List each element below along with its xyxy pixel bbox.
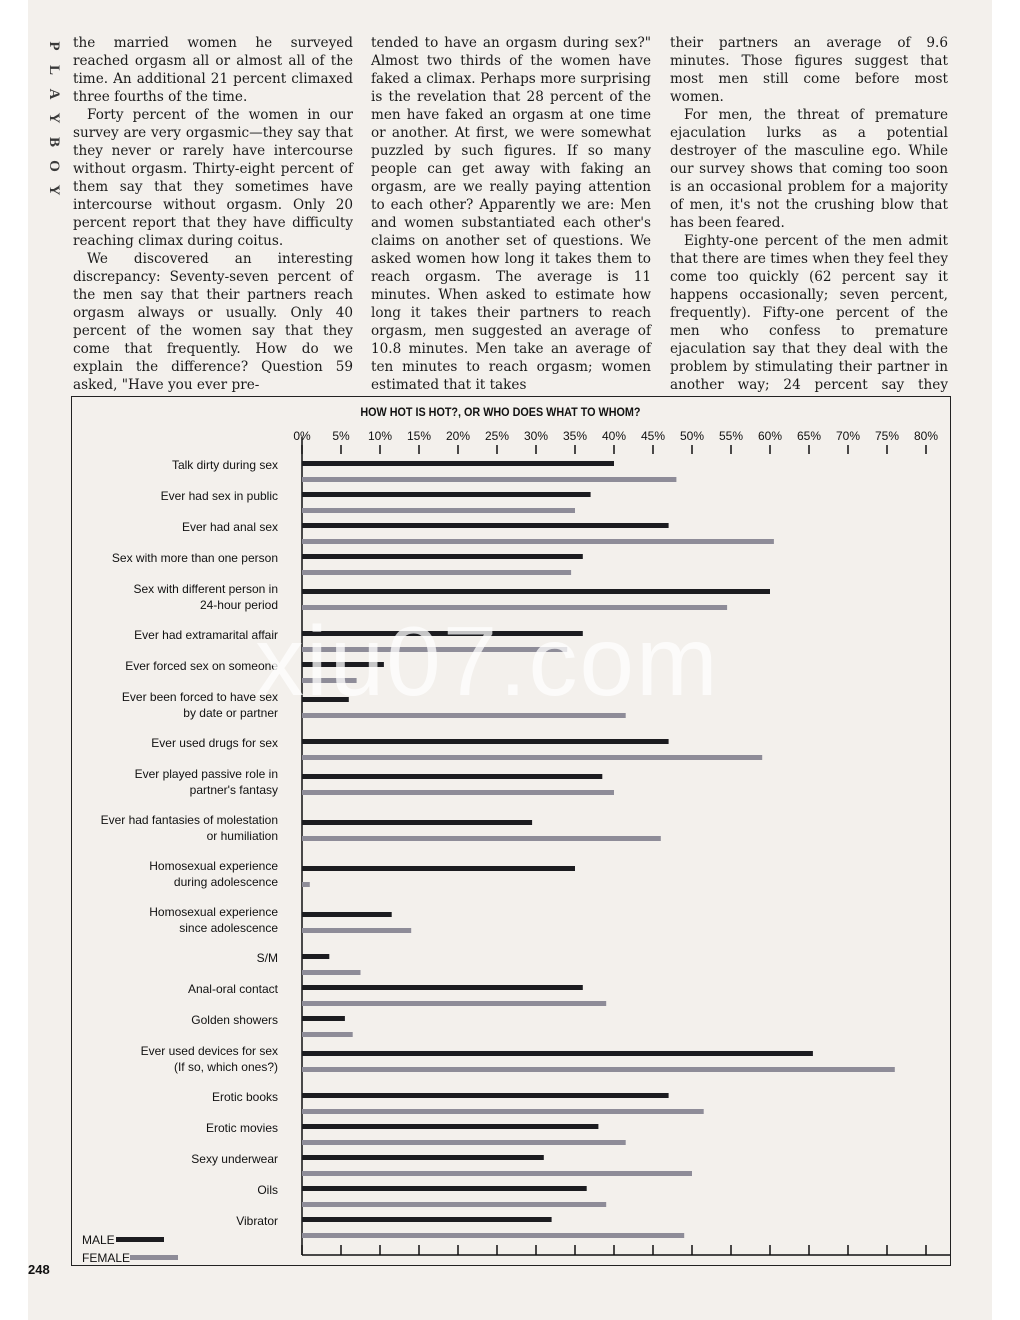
category-label: Ever had sex in public	[160, 489, 278, 503]
x-tick-label: 45%	[640, 429, 666, 443]
category-label: Ever had fantasies of molestation	[100, 813, 278, 827]
legend-female-label: FEMALE	[82, 1251, 131, 1265]
masthead-letter: B	[46, 136, 62, 147]
masthead-playboy	[42, 34, 68, 202]
bar-male	[302, 554, 583, 559]
x-tick-label: 60%	[757, 429, 783, 443]
x-tick-label: 55%	[718, 429, 744, 443]
category-label: Homosexual experience	[149, 905, 278, 919]
x-tick-label: 30%	[523, 429, 549, 443]
category-label: Golden showers	[191, 1013, 278, 1027]
bar-male	[302, 662, 384, 667]
masthead-letter: Y	[46, 184, 62, 196]
bar-male	[302, 1186, 587, 1191]
x-tick-label: 15%	[406, 429, 432, 443]
paragraph: Eighty-one percent of the men admit that there are times when they feel they come too quickly (62 percent say it happens occasionally; seven percent, frequently). Fifty-one percent of the men who confess to premature ejaculation say that they deal with the problem by stimulating their partner in another way; 24 percent say they	[670, 233, 948, 393]
bar-female	[302, 1202, 606, 1207]
x-tick-label: 80%	[913, 429, 939, 443]
category-label: (If so, which ones?)	[173, 1060, 278, 1074]
bar-male	[302, 631, 583, 636]
bar-female	[302, 882, 310, 887]
bar-male	[302, 739, 669, 744]
category-label: 24-hour period	[199, 598, 278, 612]
category-label: Oils	[257, 1183, 278, 1197]
legend-female-swatch	[130, 1255, 178, 1260]
bar-female	[302, 1109, 704, 1114]
bar-female	[302, 1067, 895, 1072]
masthead-letter: O	[46, 160, 62, 172]
x-tick-label: 5%	[332, 429, 350, 443]
category-label: Anal-oral contact	[187, 982, 278, 996]
category-label: Ever forced sex on someone	[125, 659, 278, 673]
x-tick-label: 35%	[562, 429, 588, 443]
bar-female	[302, 539, 774, 544]
paragraph: tended to have an orgasm during sex?" Almost two thirds of the women have faked a climax. Perhaps more surprising is the revelation that 28 percent of the men have faked an orgasm at one time or another. At first, we were somewhat puzzled by such figures. If so many people can get away with faking an orgasm, are we really paying attention to each other? Apparently we are: Men and women substantiated each other's claims on another set of questions. We asked women how long it takes them to reach orgasm. The average is 11 minutes. When asked to estimate how long it takes their partners to reach orgasm, men suggested an average of 10.8 minutes. Men take an average of ten minutes to reach orgasm; women estimated that it takes	[371, 35, 651, 393]
category-label: Ever played passive role in	[134, 767, 278, 781]
category-label: Ever used drugs for sex	[151, 736, 278, 750]
x-tick-label: 10%	[367, 429, 393, 443]
bar-male	[302, 866, 575, 871]
category-label: Homosexual experience	[149, 859, 278, 873]
category-label: since adolescence	[179, 921, 278, 935]
legend-male-swatch	[116, 1237, 164, 1242]
x-tick-label: 50%	[679, 429, 705, 443]
watermark: xiu07.com	[255, 606, 720, 716]
chart-frame	[71, 396, 951, 1266]
paragraph: We discovered an interesting discrepancy: Seventy-seven percent of the men say that their partners reach orgasm always or usually. Only 40 percent of the women say that they come that frequently. How do we explain the difference? Question 59 asked, "Have you ever pre-	[73, 251, 353, 393]
category-label: Erotic movies	[205, 1121, 278, 1135]
x-tick-label: 0%	[293, 429, 311, 443]
paragraph: their partners an average of 9.6 minutes. Those figures suggest that most men still come before most women.	[670, 35, 948, 105]
page-number: 248	[28, 1262, 50, 1277]
bar-female	[302, 1140, 626, 1145]
bar-male	[302, 912, 392, 917]
bar-male	[302, 1155, 544, 1160]
category-label: Ever used devices for sex	[140, 1044, 278, 1058]
bar-female	[302, 970, 361, 975]
bar-male	[302, 954, 329, 959]
legend-male-label: MALE	[82, 1233, 115, 1247]
masthead-letter: Y	[46, 112, 62, 124]
category-label: Ever been forced to have sex	[121, 690, 278, 704]
bar-female	[302, 1001, 606, 1006]
magazine-page	[28, 0, 992, 1320]
category-label: Sex with more than one person	[111, 551, 278, 565]
bar-chart	[72, 397, 950, 1265]
category-label: Ever had anal sex	[181, 520, 278, 534]
bar-male	[302, 697, 349, 702]
paragraph: the married women he surveyed reached orgasm all or almost all of the time. An additional 21 percent climaxed three fourths of the time.	[73, 35, 353, 105]
category-label: or humiliation	[206, 829, 278, 843]
bar-male	[302, 985, 583, 990]
masthead-letter: A	[46, 88, 62, 100]
x-tick-label: 40%	[601, 429, 627, 443]
category-label: by date or partner	[183, 706, 278, 720]
category-label: Erotic books	[211, 1090, 278, 1104]
bar-female	[302, 508, 575, 513]
bar-female	[302, 678, 357, 683]
category-label: Sexy underwear	[191, 1152, 278, 1166]
paragraph: For men, the threat of premature ejaculation lurks as a potential destroyer of the masculine ego. While our survey shows that coming too soon is an occasional problem for a majority of men, it's not the crushing blow that has been feared.	[670, 107, 948, 231]
bar-male	[302, 461, 614, 466]
text-column-2	[371, 34, 651, 394]
category-label: Talk dirty during sex	[171, 458, 278, 472]
x-tick-label: 25%	[484, 429, 510, 443]
bar-female	[302, 477, 676, 482]
bar-male	[302, 1016, 345, 1021]
bar-male	[302, 1051, 813, 1056]
bar-female	[302, 790, 614, 795]
category-label: S/M	[256, 951, 278, 965]
category-label: Sex with different person in	[133, 582, 278, 596]
bar-male	[302, 589, 770, 594]
masthead-letter: L	[46, 64, 62, 75]
x-tick-label: 75%	[874, 429, 900, 443]
bar-male	[302, 820, 532, 825]
x-tick-label: 70%	[835, 429, 861, 443]
bar-female	[302, 755, 762, 760]
bar-female	[302, 1032, 353, 1037]
bar-female	[302, 928, 411, 933]
masthead-letter: P	[46, 41, 62, 51]
bar-female	[302, 647, 567, 652]
bar-female	[302, 605, 727, 610]
bar-male	[302, 1124, 598, 1129]
category-label: Ever had extramarital affair	[134, 628, 278, 642]
bar-female	[302, 836, 661, 841]
x-tick-label: 65%	[796, 429, 822, 443]
text-column-3	[670, 34, 948, 412]
bar-female	[302, 1233, 684, 1238]
bar-female	[302, 1171, 692, 1176]
category-label: Vibrator	[236, 1214, 278, 1228]
bar-male	[302, 1217, 552, 1222]
category-label: partner's fantasy	[189, 783, 278, 797]
bar-male	[302, 774, 602, 779]
bar-female	[302, 713, 626, 718]
category-label: during adolescence	[173, 875, 278, 889]
bar-male	[302, 1093, 669, 1098]
paragraph: Forty percent of the women in our survey are very orgasmic—they say that they never or rarely have intercourse without orgasm. Thirty-eight percent of them say that they sometimes have intercourse without orgasm. Only 20 percent report that they have difficulty reaching climax during coitus.	[73, 107, 353, 249]
bar-female	[302, 570, 571, 575]
bar-male	[302, 492, 591, 497]
text-column-1	[73, 34, 353, 394]
x-tick-label: 20%	[445, 429, 471, 443]
chart-title: HOW HOT IS HOT?, OR WHO DOES WHAT TO WHOM?	[360, 406, 641, 420]
bar-male	[302, 523, 669, 528]
